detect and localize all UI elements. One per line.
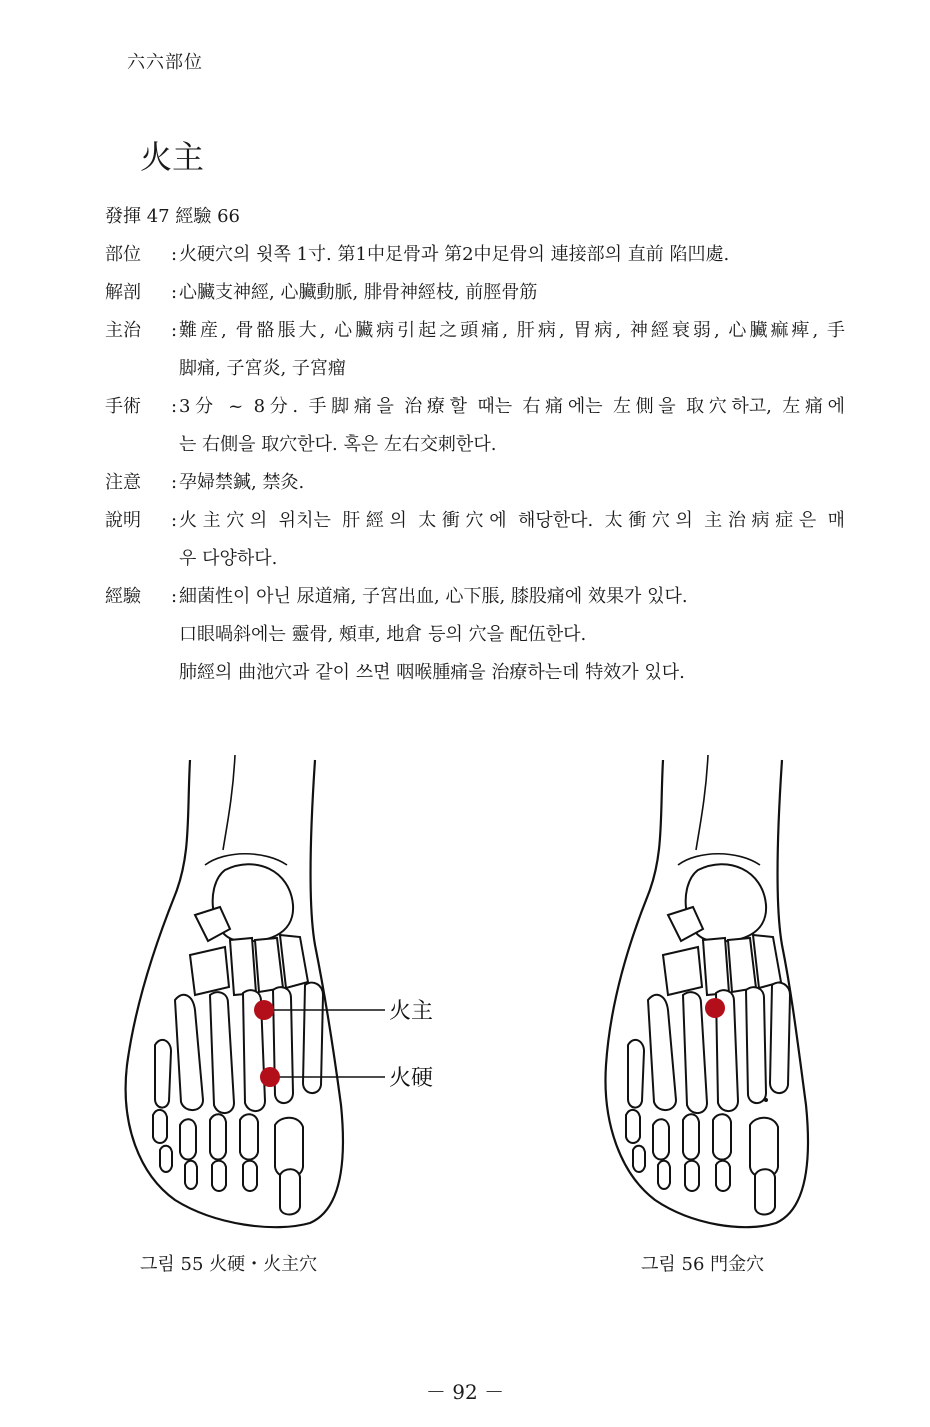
entry-label: 經驗	[105, 586, 141, 607]
entry-line: 細菌性이 아닌 尿道痛, 子宮出血, 心下脹, 膝股痛에 效果가 있다.	[179, 586, 688, 607]
point-label-hwaeng: 火硬	[389, 1066, 434, 1091]
acupoint-hwaeng	[260, 1067, 280, 1087]
entry-indications: 主治 : 難産, 骨骼脹大, 心臟病引起之頭痛, 肝病, 胃病, 神經衰弱, 心臟痲痺, 手 脚痛, 子宮炎, 子宮瘤	[105, 312, 845, 388]
entry-line: 는 右側을 取穴한다. 혹은 左右交刺한다.	[179, 434, 497, 455]
source-line-text: 發揮 47 經驗 66	[105, 206, 240, 227]
entry-caution: 注意 : 孕婦禁鍼, 禁灸.	[105, 464, 845, 502]
page-number: － 92 －	[425, 1380, 505, 1404]
entry-line: 脚痛, 子宮炎, 子宮瘤	[179, 358, 346, 379]
entry-label: 主治	[105, 320, 141, 341]
entry-label: 說明	[105, 510, 141, 531]
foot-illustration	[605, 755, 807, 1227]
entry-explanation: 說明 : 火主穴의 위치는 肝經의 太衝穴에 해당한다. 太衝穴의 主治病症은 매 우 다양하다.	[105, 502, 845, 578]
foot-illustration	[126, 755, 343, 1227]
foot-diagram-fig55	[115, 755, 450, 1245]
entry-label: 注意	[105, 472, 141, 493]
page-title: 火主	[140, 138, 205, 176]
point-label-hwaju: 火主	[389, 999, 434, 1024]
entry-label: 部位	[105, 244, 141, 265]
entry-line: 우 다양하다.	[179, 548, 278, 569]
entry-technique: 手術 : 3分 ~ 8分. 手脚痛을 治療할 때는 右痛에는 左側을 取穴하고, 左痛에 는 右側을 取穴한다. 혹은 左右交刺한다.	[105, 388, 845, 464]
entry-line: 口眼喎斜에는 靈骨, 頰車, 地倉 등의 穴을 配伍한다.	[179, 624, 587, 645]
entry-line: 難産, 骨骼脹大, 心臟病引起之頭痛, 肝病, 胃病, 神經衰弱, 心臟痲痺, 手	[179, 320, 845, 341]
entry-line: 3分 ~ 8分. 手脚痛을 治療할 때는 右痛에는 左側을 取穴하고, 左痛에	[179, 396, 845, 417]
foot-diagram-fig56	[600, 755, 840, 1245]
figure-caption-56: 그림 56 門金穴	[641, 1254, 765, 1275]
entry-label: 手術	[105, 396, 141, 417]
entry-line: 孕婦禁鍼, 禁灸.	[179, 472, 305, 493]
source-line	[105, 198, 845, 236]
entry-location: 部位 : 火硬穴의 윗쪽 1寸. 第1中足骨과 第2中足骨의 連接部의 直前 陷凹處.	[105, 236, 845, 274]
entry-list	[105, 198, 845, 692]
entry-line: 肺經의 曲池穴과 같이 쓰면 咽喉腫痛을 治療하는데 特效가 있다.	[179, 662, 685, 683]
figure-caption-55: 그림 55 火硬・火主穴	[140, 1254, 318, 1275]
entry-line: 火硬穴의 윗쪽 1寸. 第1中足骨과 第2中足骨의 連接部의 直前 陷凹處.	[179, 244, 730, 265]
entry-line: 火主穴의 위치는 肝經의 太衝穴에 해당한다. 太衝穴의 主治病症은 매	[179, 510, 845, 531]
acupoint-mungeum	[705, 998, 725, 1018]
entry-label: 解剖	[105, 282, 141, 303]
section-header: 六六部位	[127, 52, 203, 73]
entry-anatomy: 解剖 : 心臟支神經, 心臟動脈, 腓骨神經枝, 前脛骨筋	[105, 274, 845, 312]
entry-experience: 經驗 : 細菌性이 아닌 尿道痛, 子宮出血, 心下脹, 膝股痛에 效果가 있다. 口眼喎斜에는 靈骨, 頰車, 地倉 등의 穴을 配伍한다. 肺經의 曲池穴과 같이 쓰면 咽喉腫痛을 治療하는데 特效가 있다.	[105, 578, 845, 692]
acupoint-hwaju	[254, 1000, 274, 1020]
entry-line: 心臟支神經, 心臟動脈, 腓骨神經枝, 前脛骨筋	[179, 282, 538, 303]
